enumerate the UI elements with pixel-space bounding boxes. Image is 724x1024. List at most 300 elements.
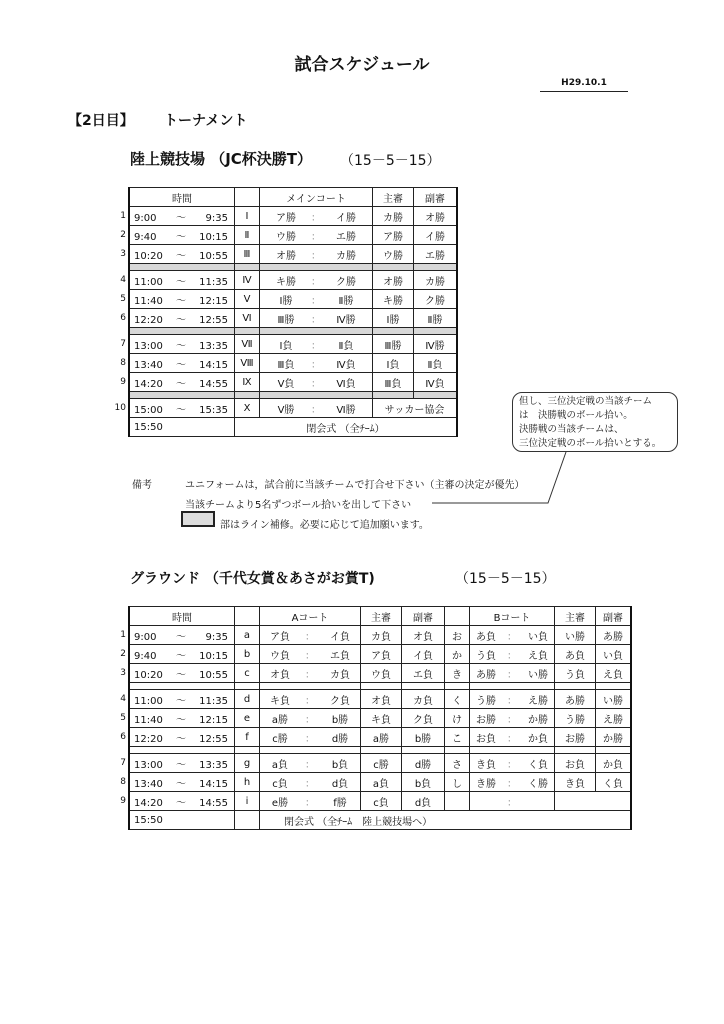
row-number: 5 bbox=[120, 713, 126, 723]
gap-cell bbox=[414, 264, 458, 271]
row-number-blank bbox=[112, 418, 129, 437]
row-number-blank bbox=[112, 607, 129, 626]
chief-referee: オ勝 bbox=[373, 271, 414, 290]
line-repair-row bbox=[112, 328, 457, 335]
start-time: 9:00 bbox=[134, 212, 157, 224]
tilde: ～ bbox=[176, 250, 186, 262]
start-time: 14:20 bbox=[134, 378, 163, 390]
match-cell bbox=[260, 245, 373, 264]
chief-referee: キ勝 bbox=[373, 290, 414, 309]
start-time: 10:20 bbox=[134, 250, 163, 262]
away-team: え勝 bbox=[528, 695, 548, 707]
home-team: う負 bbox=[476, 650, 496, 662]
gap-cell bbox=[402, 747, 445, 754]
start-time: 13:40 bbox=[134, 778, 163, 790]
away-team: く勝 bbox=[528, 778, 548, 790]
match-cell bbox=[260, 373, 373, 392]
row-number: 2 bbox=[120, 230, 126, 240]
gap-cell bbox=[373, 392, 414, 399]
document-date: H29.10.1 bbox=[540, 78, 628, 92]
gap-cell bbox=[373, 328, 414, 335]
away-team: Ⅱ勝 bbox=[338, 295, 354, 307]
sub-referee-a: カ負 bbox=[402, 690, 445, 709]
game-id: Ⅵ bbox=[235, 309, 260, 328]
match-cell bbox=[260, 664, 361, 683]
section2-format: （15－5－15） bbox=[455, 571, 556, 587]
vs-separator: ： bbox=[311, 340, 321, 352]
row-number: 2 bbox=[120, 649, 126, 659]
vs-separator: ： bbox=[311, 231, 321, 243]
away-team: Ⅱ負 bbox=[338, 340, 354, 352]
game-id-b bbox=[445, 792, 470, 811]
sub-referee-a: オ負 bbox=[402, 626, 445, 645]
home-team: お負 bbox=[476, 733, 496, 745]
match-cell bbox=[260, 728, 361, 747]
gap-cell bbox=[555, 683, 596, 690]
header-sub-a: 副審 bbox=[402, 607, 445, 626]
line-repair-row bbox=[112, 747, 631, 754]
day-kind: トーナメント bbox=[164, 113, 248, 129]
row-number-blank bbox=[112, 328, 129, 335]
game-id: Ⅲ bbox=[235, 245, 260, 264]
sub-referee-a: d勝 bbox=[402, 754, 445, 773]
gap-cell bbox=[361, 683, 402, 690]
closing-blank bbox=[235, 811, 260, 830]
line-repair-swatch bbox=[181, 511, 215, 527]
tilde: ～ bbox=[176, 650, 186, 662]
game-id-a: e bbox=[235, 709, 260, 728]
vs-separator: ： bbox=[507, 778, 517, 790]
line-repair-row bbox=[112, 264, 457, 271]
away-team: b負 bbox=[331, 759, 349, 771]
match-cell bbox=[470, 690, 555, 709]
end-time: 14:15 bbox=[199, 778, 228, 790]
sub-referee-a: b負 bbox=[402, 773, 445, 792]
table-row bbox=[112, 373, 457, 392]
callout-note bbox=[512, 392, 678, 452]
match-cell bbox=[260, 626, 361, 645]
match-cell bbox=[260, 773, 361, 792]
game-id-a: h bbox=[235, 773, 260, 792]
start-time: 13:00 bbox=[134, 759, 163, 771]
row-number: 8 bbox=[120, 358, 126, 368]
sub-referee-b: か負 bbox=[596, 754, 632, 773]
start-time: 15:00 bbox=[134, 404, 163, 416]
gap-cell bbox=[129, 328, 235, 335]
home-team: a負 bbox=[271, 759, 289, 771]
match-cell bbox=[470, 792, 555, 811]
away-team: Ⅵ勝 bbox=[336, 404, 356, 416]
chief-referee-b: あ勝 bbox=[555, 690, 596, 709]
home-team: キ勝 bbox=[276, 276, 296, 288]
home-team: ウ勝 bbox=[276, 231, 296, 243]
header-time: 時間 bbox=[129, 188, 235, 207]
gap-cell bbox=[445, 747, 470, 754]
end-time: 10:15 bbox=[199, 650, 228, 662]
header-row bbox=[112, 188, 457, 207]
end-time: 10:55 bbox=[199, 250, 228, 262]
table-row bbox=[112, 645, 631, 664]
home-team: キ負 bbox=[270, 695, 290, 707]
row-number-blank bbox=[112, 683, 129, 690]
note-line: 部はライン補修。必要に応じて追加願います。 bbox=[220, 520, 429, 531]
row-number-blank bbox=[112, 392, 129, 399]
vs-separator: ： bbox=[507, 797, 517, 809]
game-id-a: a bbox=[235, 626, 260, 645]
chief-referee-a: ア負 bbox=[361, 645, 402, 664]
sub-referee-b: か勝 bbox=[596, 728, 632, 747]
chief-referee-b: う勝 bbox=[555, 709, 596, 728]
away-team: カ勝 bbox=[336, 250, 356, 262]
vs-separator: ： bbox=[507, 733, 517, 745]
gap-cell bbox=[361, 747, 402, 754]
chief-referee: Ⅰ勝 bbox=[373, 309, 414, 328]
row-number: 7 bbox=[120, 758, 126, 768]
table-row bbox=[112, 399, 457, 418]
gap-cell bbox=[402, 683, 445, 690]
section1-venue: 陸上競技場 （JC杯決勝T） bbox=[130, 150, 313, 168]
start-time: 11:00 bbox=[134, 695, 163, 707]
chief-referee-b: う負 bbox=[555, 664, 596, 683]
start-time: 11:00 bbox=[134, 276, 163, 288]
match-cell bbox=[260, 399, 373, 418]
table-row bbox=[112, 792, 631, 811]
row-number-blank bbox=[112, 811, 129, 830]
start-time: 13:40 bbox=[134, 359, 163, 371]
game-id: Ⅱ bbox=[235, 226, 260, 245]
end-time: 12:55 bbox=[199, 733, 228, 745]
away-team: d勝 bbox=[331, 733, 349, 745]
sub-referee-a: エ負 bbox=[402, 664, 445, 683]
row-number: 6 bbox=[120, 732, 126, 742]
home-team: Ⅲ勝 bbox=[277, 314, 295, 326]
gap-cell bbox=[373, 264, 414, 271]
home-team: Ⅲ負 bbox=[277, 359, 295, 371]
vs-separator: ： bbox=[305, 650, 315, 662]
game-id-b: お bbox=[445, 626, 470, 645]
time-cell bbox=[129, 207, 235, 226]
row-number-blank bbox=[112, 188, 129, 207]
callout-line: 但し、三位決定戦の当該チーム bbox=[519, 396, 653, 407]
away-team: エ勝 bbox=[336, 231, 356, 243]
gap-cell bbox=[414, 328, 458, 335]
match-cell bbox=[260, 271, 373, 290]
row-number-blank bbox=[112, 747, 129, 754]
tilde: ～ bbox=[176, 797, 186, 809]
table-row bbox=[112, 207, 457, 226]
chief-referee-b: き負 bbox=[555, 773, 596, 792]
game-id: Ⅸ bbox=[235, 373, 260, 392]
gap-cell bbox=[129, 683, 235, 690]
header-game-b bbox=[445, 607, 470, 626]
match-cell bbox=[260, 207, 373, 226]
game-id-b: か bbox=[445, 645, 470, 664]
home-team: オ負 bbox=[270, 669, 290, 681]
table-row bbox=[112, 690, 631, 709]
table-row bbox=[112, 754, 631, 773]
match-cell bbox=[260, 354, 373, 373]
table-row bbox=[112, 728, 631, 747]
row-number: 3 bbox=[120, 668, 126, 678]
chief-referee: Ⅲ負 bbox=[373, 373, 414, 392]
start-time: 10:20 bbox=[134, 669, 163, 681]
end-time: 11:35 bbox=[199, 276, 228, 288]
home-team: あ勝 bbox=[476, 669, 496, 681]
tilde: ～ bbox=[176, 314, 186, 326]
row-number: 9 bbox=[120, 377, 126, 387]
sub-referee: Ⅳ勝 bbox=[414, 335, 458, 354]
vs-separator: ： bbox=[305, 797, 315, 809]
away-team: ク負 bbox=[330, 695, 350, 707]
game-id-a: d bbox=[235, 690, 260, 709]
sub-referee-b: く負 bbox=[596, 773, 632, 792]
away-team: い負 bbox=[528, 631, 548, 643]
match-cell bbox=[470, 645, 555, 664]
gap-cell bbox=[260, 683, 361, 690]
chief-referee-b: お勝 bbox=[555, 728, 596, 747]
home-team: き負 bbox=[476, 759, 496, 771]
sub-referee-a: イ負 bbox=[402, 645, 445, 664]
section1-format: （15－5－15） bbox=[340, 153, 441, 169]
match-cell bbox=[260, 335, 373, 354]
time-cell bbox=[129, 399, 235, 418]
gap-cell bbox=[414, 392, 458, 399]
vs-separator: ： bbox=[507, 759, 517, 771]
line-repair-row bbox=[112, 683, 631, 690]
start-time: 12:20 bbox=[134, 314, 163, 326]
sub-referee: Ⅱ勝 bbox=[414, 309, 458, 328]
gap-cell bbox=[260, 328, 373, 335]
chief-referee-b: あ負 bbox=[555, 645, 596, 664]
day-label: 【2日目】 bbox=[68, 113, 134, 129]
tilde: ～ bbox=[176, 276, 186, 288]
away-team: Ⅳ勝 bbox=[336, 314, 356, 326]
schedule-table-ground bbox=[112, 606, 632, 830]
end-time: 11:35 bbox=[199, 695, 228, 707]
match-cell bbox=[260, 290, 373, 309]
home-team: c勝 bbox=[272, 733, 288, 745]
home-team: Ⅴ負 bbox=[277, 378, 295, 390]
vs-separator: ： bbox=[305, 733, 315, 745]
game-id-a: c bbox=[235, 664, 260, 683]
home-team: あ負 bbox=[476, 631, 496, 643]
vs-separator: ： bbox=[311, 250, 321, 262]
gap-cell bbox=[235, 392, 260, 399]
vs-separator: ： bbox=[305, 778, 315, 790]
row-number: 5 bbox=[120, 294, 126, 304]
sub-referee-b: え負 bbox=[596, 664, 632, 683]
closing-ceremony: 閉会式 （全ﾁｰﾑ 陸上競技場へ） bbox=[260, 811, 632, 830]
page-title: 試合スケジュール bbox=[294, 55, 430, 75]
row-number: 10 bbox=[114, 403, 126, 413]
time-cell bbox=[129, 690, 235, 709]
start-time: 11:40 bbox=[134, 295, 163, 307]
home-team: う勝 bbox=[476, 695, 496, 707]
end-time: 10:55 bbox=[199, 669, 228, 681]
chief-referee-a: a勝 bbox=[361, 728, 402, 747]
time-cell bbox=[129, 226, 235, 245]
time-cell bbox=[129, 773, 235, 792]
header-chief-b: 主審 bbox=[555, 607, 596, 626]
home-team: オ勝 bbox=[276, 250, 296, 262]
header-chief-a: 主審 bbox=[361, 607, 402, 626]
match-cell bbox=[260, 690, 361, 709]
chief-referee-a: c負 bbox=[361, 792, 402, 811]
referee-cell: サッカー協会 bbox=[373, 399, 458, 418]
vs-separator: ： bbox=[305, 669, 315, 681]
game-id: Ⅷ bbox=[235, 354, 260, 373]
end-time: 9:35 bbox=[205, 631, 228, 643]
header-game bbox=[235, 188, 260, 207]
gap-cell bbox=[235, 328, 260, 335]
away-team: Ⅵ負 bbox=[336, 378, 356, 390]
gap-cell bbox=[129, 747, 235, 754]
header-court-a: Aコート bbox=[260, 607, 361, 626]
home-team: Ⅰ勝 bbox=[279, 295, 293, 307]
vs-separator: ： bbox=[311, 295, 321, 307]
closing-time: 15:50 bbox=[129, 418, 235, 437]
start-time: 9:40 bbox=[134, 650, 157, 662]
table-row bbox=[112, 335, 457, 354]
row-number: 7 bbox=[120, 339, 126, 349]
game-id: Ⅳ bbox=[235, 271, 260, 290]
table-row bbox=[112, 309, 457, 328]
table-row bbox=[112, 773, 631, 792]
sub-referee-b: え勝 bbox=[596, 709, 632, 728]
table-row bbox=[112, 245, 457, 264]
time-cell bbox=[129, 664, 235, 683]
sub-referee-a: d負 bbox=[402, 792, 445, 811]
match-cell bbox=[260, 709, 361, 728]
header-court: メインコート bbox=[260, 188, 373, 207]
tilde: ～ bbox=[176, 295, 186, 307]
row-number: 1 bbox=[120, 630, 126, 640]
tilde: ～ bbox=[176, 759, 186, 771]
header-court-b: Bコート bbox=[470, 607, 555, 626]
time-cell bbox=[129, 245, 235, 264]
vs-separator: ： bbox=[305, 759, 315, 771]
header-time: 時間 bbox=[129, 607, 235, 626]
table-row bbox=[112, 271, 457, 290]
end-time: 10:15 bbox=[199, 231, 228, 243]
time-cell bbox=[129, 626, 235, 645]
home-team: き勝 bbox=[476, 778, 496, 790]
gap-cell bbox=[470, 747, 555, 754]
chief-referee-b: い勝 bbox=[555, 626, 596, 645]
away-team: エ負 bbox=[330, 650, 350, 662]
away-team: Ⅳ負 bbox=[336, 359, 356, 371]
gap-cell bbox=[470, 683, 555, 690]
home-team: Ⅰ負 bbox=[279, 340, 293, 352]
game-id-b: き bbox=[445, 664, 470, 683]
end-time: 13:35 bbox=[199, 340, 228, 352]
callout-line: は 決勝戦のボール拾い。 bbox=[519, 410, 633, 421]
match-cell bbox=[470, 664, 555, 683]
match-cell bbox=[260, 754, 361, 773]
sub-referee: Ⅳ負 bbox=[414, 373, 458, 392]
closing-time: 15:50 bbox=[129, 811, 235, 830]
tilde: ～ bbox=[176, 359, 186, 371]
time-cell bbox=[129, 709, 235, 728]
match-cell bbox=[470, 728, 555, 747]
away-team: b勝 bbox=[331, 714, 349, 726]
game-id-b: く bbox=[445, 690, 470, 709]
vs-separator: ： bbox=[311, 212, 321, 224]
time-cell bbox=[129, 792, 235, 811]
vs-separator: ： bbox=[305, 631, 315, 643]
gap-cell bbox=[260, 392, 373, 399]
sub-referee: ク勝 bbox=[414, 290, 458, 309]
sub-referee-b: い負 bbox=[596, 645, 632, 664]
game-id-a: i bbox=[235, 792, 260, 811]
end-time: 14:55 bbox=[199, 797, 228, 809]
gap-cell bbox=[260, 747, 361, 754]
header-row bbox=[112, 607, 631, 626]
home-team: ア負 bbox=[270, 631, 290, 643]
vs-separator: ： bbox=[311, 359, 321, 371]
line-repair-row bbox=[112, 392, 457, 399]
vs-separator: ： bbox=[507, 631, 517, 643]
game-id-b: け bbox=[445, 709, 470, 728]
vs-separator: ： bbox=[305, 714, 315, 726]
game-id-b: し bbox=[445, 773, 470, 792]
time-cell bbox=[129, 309, 235, 328]
sub-referee-a: b勝 bbox=[402, 728, 445, 747]
callout-line: 決勝戦の当該チームは、 bbox=[519, 424, 624, 435]
gap-cell bbox=[235, 683, 260, 690]
away-team: イ負 bbox=[330, 631, 350, 643]
sub-referee-b: あ勝 bbox=[596, 626, 632, 645]
start-time: 11:40 bbox=[134, 714, 163, 726]
match-cell bbox=[470, 773, 555, 792]
sub-referee: オ勝 bbox=[414, 207, 458, 226]
chief-referee: ウ勝 bbox=[373, 245, 414, 264]
sub-referee: Ⅱ負 bbox=[414, 354, 458, 373]
game-id: Ⅶ bbox=[235, 335, 260, 354]
header-chief: 主審 bbox=[373, 188, 414, 207]
end-time: 13:35 bbox=[199, 759, 228, 771]
game-id-a: f bbox=[235, 728, 260, 747]
chief-referee-a: カ負 bbox=[361, 626, 402, 645]
table-row bbox=[112, 709, 631, 728]
table-row bbox=[112, 290, 457, 309]
away-team: い勝 bbox=[528, 669, 548, 681]
header-game-a bbox=[235, 607, 260, 626]
table-row bbox=[112, 664, 631, 683]
home-team: Ⅴ勝 bbox=[277, 404, 295, 416]
sub-referee: イ勝 bbox=[414, 226, 458, 245]
away-team: か負 bbox=[528, 733, 548, 745]
chief-referee-a: a負 bbox=[361, 773, 402, 792]
tilde: ～ bbox=[176, 404, 186, 416]
notes-label: 備考 bbox=[132, 480, 152, 491]
row-number: 1 bbox=[120, 211, 126, 221]
closing-ceremony: 閉会式 （全ﾁｰﾑ） bbox=[235, 418, 458, 437]
vs-separator: ： bbox=[507, 695, 517, 707]
gap-cell bbox=[596, 683, 632, 690]
end-time: 12:55 bbox=[199, 314, 228, 326]
vs-separator: ： bbox=[311, 404, 321, 416]
time-cell bbox=[129, 645, 235, 664]
tilde: ～ bbox=[176, 631, 186, 643]
away-team: カ負 bbox=[330, 669, 350, 681]
start-time: 13:00 bbox=[134, 340, 163, 352]
row-number: 9 bbox=[120, 796, 126, 806]
sub-referee: エ勝 bbox=[414, 245, 458, 264]
schedule-table-main bbox=[112, 187, 458, 437]
away-team: く負 bbox=[528, 759, 548, 771]
row-number: 8 bbox=[120, 777, 126, 787]
